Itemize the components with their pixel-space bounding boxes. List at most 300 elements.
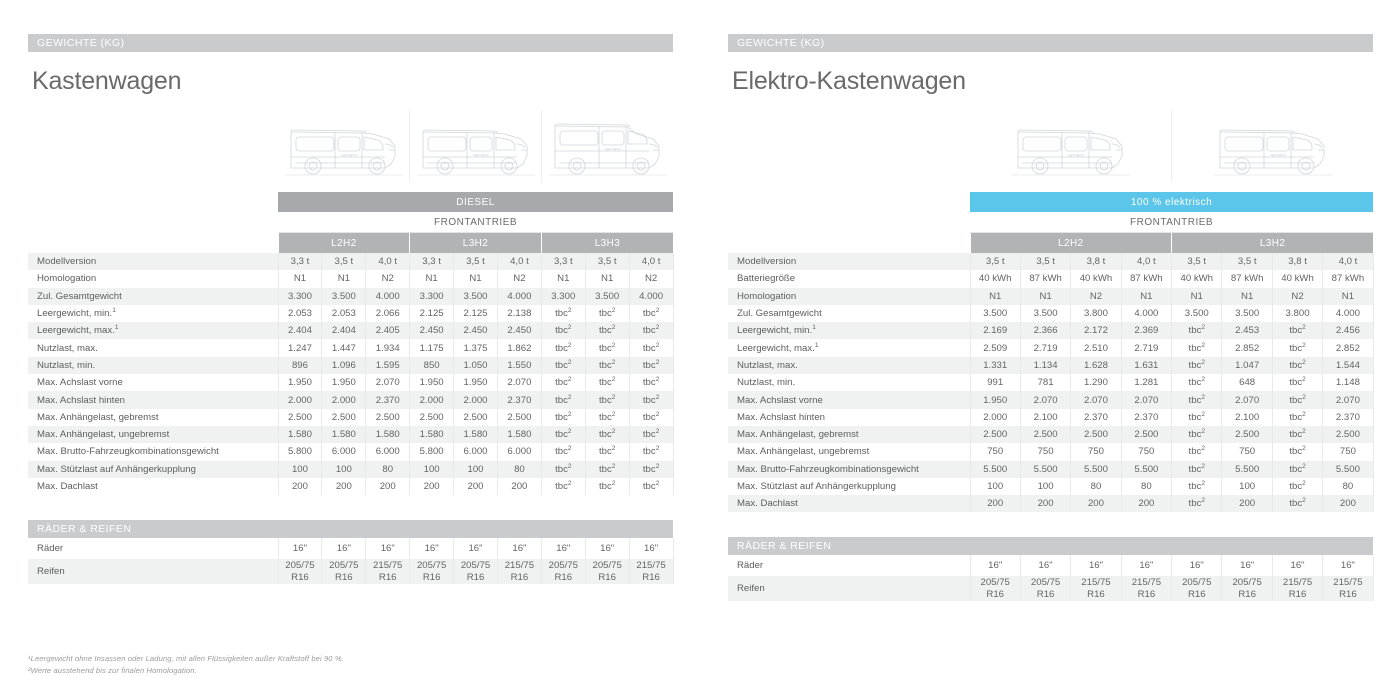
table-cell: 87 kWh <box>1323 270 1373 287</box>
table-cell: 3.800 <box>1071 305 1121 322</box>
table-row <box>728 391 1373 408</box>
table-cell: 2.719 <box>1121 339 1171 356</box>
table-cell: 2.125 <box>410 305 454 322</box>
table-row <box>728 322 1373 339</box>
page-title: Kastenwagen <box>32 67 182 95</box>
table-cell: N1 <box>278 270 322 287</box>
table-cell: tbc$^2$ <box>1272 461 1322 478</box>
table-body <box>728 253 1373 512</box>
footnote-marker: 2 <box>567 358 572 366</box>
table-row <box>28 374 673 391</box>
footnote-marker: 2 <box>1201 376 1205 384</box>
table-cell: tbc$^2$ <box>1272 478 1322 495</box>
table-cell: 2.510 <box>1071 339 1121 356</box>
technology-header: DIESEL <box>278 192 673 212</box>
table-cell: 4,0 t <box>1121 253 1171 270</box>
footnote-marker: 2 <box>611 393 616 401</box>
row-label: Modellversion <box>28 253 278 270</box>
table-cell: tbc$^2$ <box>585 443 629 460</box>
van-side-illustration <box>285 120 403 182</box>
table-row <box>728 461 1373 478</box>
footnote-marker: 2 <box>611 445 616 453</box>
table-cell: 2.500 <box>1323 426 1373 443</box>
table-row <box>728 478 1373 495</box>
table-cell: tbc$^2$ <box>541 409 585 426</box>
table-row <box>728 576 1373 601</box>
table-cell: tbc$^2$ <box>1172 443 1222 460</box>
row-label: Max. Achslast hinten <box>28 391 278 408</box>
table-cell: tbc$^2$ <box>541 374 585 391</box>
table-cell: 1.447 <box>322 339 366 356</box>
footnote-marker: 2 <box>1302 376 1306 384</box>
van-side-illustration <box>549 120 667 182</box>
table-row <box>28 409 673 426</box>
footnote-1: ¹Leergewicht ohne Insassen oder Ladung, mit allen Flüssigkeiten außer Kraftstoff bei 90 %. <box>28 654 344 664</box>
section-banner-wheels: RÄDER & REIFEN <box>28 520 673 538</box>
table-cell: tbc$^2$ <box>541 443 585 460</box>
table-cell: tbc$^2$ <box>585 478 629 495</box>
table-cell: 2.370 <box>1071 409 1121 426</box>
wheels-table <box>728 555 1374 601</box>
header-spacer <box>728 212 970 233</box>
table-cell: 2.070 <box>1121 391 1171 408</box>
table-cell: 2.070 <box>1222 391 1272 408</box>
table-cell: tbc$^2$ <box>541 322 585 339</box>
table-cell: 1.290 <box>1071 374 1121 391</box>
table-cell: 215/75 R16 <box>1323 576 1373 601</box>
table-cell: 1.580 <box>278 426 322 443</box>
table-row <box>728 426 1373 443</box>
table-cell: 100 <box>454 461 498 478</box>
table-cell: 750 <box>1121 443 1171 460</box>
table-cell: 1.580 <box>322 426 366 443</box>
footnote-marker: 2 <box>1201 497 1205 505</box>
table-row <box>28 253 673 270</box>
table-cell: 2.852 <box>1222 339 1272 356</box>
table-cell: 2.370 <box>366 391 410 408</box>
table-cell: tbc$^2$ <box>541 391 585 408</box>
row-label: Zul. Gesamtgewicht <box>728 305 970 322</box>
table-row <box>28 322 673 339</box>
table-cell: 2.500 <box>1222 426 1272 443</box>
footnote-marker: 2 <box>655 445 660 453</box>
table-cell: 2.370 <box>1323 409 1373 426</box>
row-label: Max. Stützlast auf Anhängerkupplung <box>728 478 970 495</box>
table-cell: 215/75 R16 <box>497 559 541 584</box>
table-cell: 80 <box>366 461 410 478</box>
row-label: Reifen <box>28 559 278 584</box>
table-cell: tbc$^2$ <box>585 391 629 408</box>
table-cell: 781 <box>1020 374 1070 391</box>
table-body <box>728 555 1373 601</box>
footnote-2: ²Werte ausstehend bis zur finalen Homologation. <box>28 666 197 676</box>
table-cell: 750 <box>970 443 1020 460</box>
row-label: Leergewicht, min.$^1$ <box>28 305 278 322</box>
table-cell: 2.066 <box>366 305 410 322</box>
table-cell: 1.331 <box>970 357 1020 374</box>
table-cell: 2.169 <box>970 322 1020 339</box>
table-cell: 1.047 <box>1222 357 1272 374</box>
vehicle-illustration-strip <box>970 110 1373 182</box>
footnote-marker: 2 <box>567 324 572 332</box>
table-cell: 3.500 <box>1020 305 1070 322</box>
footnote-marker: 2 <box>611 462 616 470</box>
table-cell: 16" <box>1020 555 1070 576</box>
table-row <box>728 357 1373 374</box>
table-cell: 1.550 <box>497 357 541 374</box>
row-label: Max. Achslast hinten <box>728 409 970 426</box>
footnote-marker: 2 <box>1201 410 1205 418</box>
page-title: Elektro-Kastenwagen <box>732 67 966 95</box>
drivetrain-header: FRONTANTRIEB <box>970 212 1373 233</box>
table-row <box>728 270 1373 287</box>
footnote-marker: 2 <box>611 376 616 384</box>
footnote-marker: 2 <box>655 393 660 401</box>
row-label: Modellversion <box>728 253 970 270</box>
table-cell: tbc$^2$ <box>1172 409 1222 426</box>
footnote-marker: 2 <box>1302 462 1306 470</box>
table-cell: tbc$^2$ <box>1172 478 1222 495</box>
table-cell: 215/75 R16 <box>366 559 410 584</box>
table-cell: tbc$^2$ <box>541 339 585 356</box>
table-cell: tbc$^2$ <box>1172 426 1222 443</box>
table-cell: 3,3 t <box>541 253 585 270</box>
table-cell: 1.934 <box>366 339 410 356</box>
table-cell: 5.500 <box>1121 461 1171 478</box>
table-cell: 200 <box>278 478 322 495</box>
table-cell: 205/75 R16 <box>278 559 322 584</box>
table-cell: tbc$^2$ <box>1172 322 1222 339</box>
table-cell: N1 <box>541 270 585 287</box>
table-row <box>28 478 673 495</box>
footnote-marker: 2 <box>567 410 572 418</box>
table-cell: 16" <box>1323 555 1373 576</box>
table-cell: 200 <box>366 478 410 495</box>
footnote-marker: 2 <box>567 427 572 435</box>
table-cell: 3,8 t <box>1272 253 1322 270</box>
table-cell: tbc$^2$ <box>541 305 585 322</box>
table-cell: 40 kWh <box>1172 270 1222 287</box>
table-cell: 4.000 <box>497 288 541 305</box>
footnote-marker: 2 <box>611 479 616 487</box>
table-cell: 2.100 <box>1222 409 1272 426</box>
table-cell: 4,0 t <box>497 253 541 270</box>
van-illustration-cell <box>1171 110 1373 182</box>
table-row <box>28 305 673 322</box>
table-cell: 100 <box>1020 478 1070 495</box>
table-cell: tbc$^2$ <box>629 443 673 460</box>
table-cell: 1.595 <box>366 357 410 374</box>
footnote-marker: 2 <box>567 306 572 314</box>
panel-elektro-kastenwagen <box>728 0 1373 700</box>
table-cell: 2.405 <box>366 322 410 339</box>
wheels-table-wrapper <box>728 537 1373 601</box>
row-label: Max. Stützlast auf Anhängerkupplung <box>28 461 278 478</box>
table-header <box>28 192 673 253</box>
body-style-header: L3H2 <box>410 233 542 254</box>
row-label: Max. Achslast vorne <box>28 374 278 391</box>
table-cell: 1.580 <box>410 426 454 443</box>
table-cell: 4,0 t <box>366 253 410 270</box>
van-side-illustration <box>1214 120 1332 182</box>
table-cell: tbc$^2$ <box>629 339 673 356</box>
table-cell: 5.500 <box>1071 461 1121 478</box>
table-cell: 3,5 t <box>1020 253 1070 270</box>
footnote-marker: 2 <box>611 410 616 418</box>
table-cell: tbc$^2$ <box>1272 391 1322 408</box>
table-cell: 2.053 <box>322 305 366 322</box>
table-cell: 3,5 t <box>454 253 498 270</box>
table-cell: 80 <box>1121 478 1171 495</box>
row-label: Max. Anhängelast, gebremst <box>728 426 970 443</box>
table-cell: 2.053 <box>278 305 322 322</box>
table-cell: 40 kWh <box>1071 270 1121 287</box>
table-cell: 750 <box>1071 443 1121 460</box>
table-cell: 87 kWh <box>1121 270 1171 287</box>
table-cell: tbc$^2$ <box>541 426 585 443</box>
table-cell: 2.070 <box>1020 391 1070 408</box>
table-cell: tbc$^2$ <box>1172 357 1222 374</box>
table-cell: 200 <box>1071 495 1121 512</box>
table-cell: 3.500 <box>322 288 366 305</box>
table-cell: 1.950 <box>970 391 1020 408</box>
table-cell: 2.852 <box>1323 339 1373 356</box>
table-cell: N2 <box>366 270 410 287</box>
table-cell: 2.070 <box>497 374 541 391</box>
weights-table <box>728 192 1374 512</box>
row-label: Homologation <box>728 288 970 305</box>
table-cell: N1 <box>970 288 1020 305</box>
table-cell: tbc$^2$ <box>541 461 585 478</box>
table-cell: 3,8 t <box>1071 253 1121 270</box>
table-cell: 205/75 R16 <box>1020 576 1070 601</box>
table-cell: 205/75 R16 <box>454 559 498 584</box>
table-cell: 4.000 <box>629 288 673 305</box>
row-label: Max. Dachlast <box>28 478 278 495</box>
footnote-marker: 2 <box>1302 479 1306 487</box>
header-spacer <box>28 212 278 233</box>
table-cell: 2.369 <box>1121 322 1171 339</box>
table-cell: 215/75 R16 <box>1071 576 1121 601</box>
table-cell: 215/75 R16 <box>629 559 673 584</box>
row-label: Max. Brutto-Fahrzeugkombinationsgewicht <box>728 461 970 478</box>
row-label: Reifen <box>728 576 970 601</box>
table-cell: 3.300 <box>410 288 454 305</box>
table-cell: 3.500 <box>1172 305 1222 322</box>
panel-kastenwagen <box>28 0 673 700</box>
table-cell: 16" <box>454 538 498 559</box>
table-cell: 16" <box>629 538 673 559</box>
table-cell: 1.134 <box>1020 357 1070 374</box>
table-cell: 1.580 <box>497 426 541 443</box>
table-cell: 2.000 <box>322 391 366 408</box>
table-row <box>28 270 673 287</box>
table-cell: tbc$^2$ <box>1172 374 1222 391</box>
table-row <box>728 374 1373 391</box>
table-row <box>728 253 1373 270</box>
table-cell: 80 <box>1071 478 1121 495</box>
table-cell: N1 <box>1121 288 1171 305</box>
table-cell: tbc$^2$ <box>1272 322 1322 339</box>
section-banner-weights: GEWICHTE (KG) <box>28 34 673 52</box>
footnote-marker: 2 <box>655 324 660 332</box>
table-cell: N2 <box>1272 288 1322 305</box>
footnotes <box>28 653 344 677</box>
table-cell: 200 <box>1323 495 1373 512</box>
table-cell: 2.456 <box>1323 322 1373 339</box>
table-cell: N1 <box>1020 288 1070 305</box>
table-cell: 1.580 <box>454 426 498 443</box>
table-cell: 750 <box>1020 443 1070 460</box>
footnote-marker: 2 <box>1302 341 1306 349</box>
table-cell: 648 <box>1222 374 1272 391</box>
row-label: Nutzlast, max. <box>728 357 970 374</box>
footnote-marker: 2 <box>567 479 572 487</box>
footnote-marker: 1 <box>114 324 119 332</box>
row-label: Zul. Gesamtgewicht <box>28 288 278 305</box>
table-cell: 205/75 R16 <box>1172 576 1222 601</box>
table-cell: 16" <box>1071 555 1121 576</box>
table-body <box>28 538 673 584</box>
table-cell: tbc$^2$ <box>629 461 673 478</box>
table-row <box>728 288 1373 305</box>
table-cell: tbc$^2$ <box>1272 409 1322 426</box>
table-cell: N2 <box>497 270 541 287</box>
footnote-marker: 2 <box>1302 445 1306 453</box>
table-cell: 200 <box>322 478 366 495</box>
table-cell: 16" <box>1121 555 1171 576</box>
table-cell: 2.125 <box>454 305 498 322</box>
table-cell: tbc$^2$ <box>1272 339 1322 356</box>
table-cell: tbc$^2$ <box>585 409 629 426</box>
footnote-marker: 2 <box>1302 497 1306 505</box>
table-cell: 6.000 <box>497 443 541 460</box>
van-side-illustration <box>1012 120 1130 182</box>
footnote-marker: 2 <box>611 427 616 435</box>
table-cell: 3,5 t <box>585 253 629 270</box>
section-banner-weights: GEWICHTE (KG) <box>728 34 1373 52</box>
table-cell: 205/75 R16 <box>585 559 629 584</box>
table-cell: 2.500 <box>366 409 410 426</box>
table-cell: N1 <box>410 270 454 287</box>
body-style-header: L3H2 <box>1172 233 1374 254</box>
row-label: Leergewicht, max.$^1$ <box>728 339 970 356</box>
table-cell: 2.172 <box>1071 322 1121 339</box>
footnote-marker: 2 <box>567 341 572 349</box>
table-cell: 4.000 <box>366 288 410 305</box>
table-cell: 2.366 <box>1020 322 1070 339</box>
table-row <box>28 391 673 408</box>
footnote-marker: 2 <box>655 410 660 418</box>
table-cell: 2.453 <box>1222 322 1272 339</box>
table-cell: 5.500 <box>1020 461 1070 478</box>
table-cell: 3,5 t <box>322 253 366 270</box>
van-side-illustration <box>417 120 535 182</box>
row-label: Max. Anhängelast, gebremst <box>28 409 278 426</box>
table-cell: 6.000 <box>322 443 366 460</box>
table-row <box>728 443 1373 460</box>
footnote-marker: 2 <box>611 358 616 366</box>
table-cell: N1 <box>585 270 629 287</box>
table-cell: 2.500 <box>970 426 1020 443</box>
table-cell: 200 <box>970 495 1020 512</box>
table-cell: tbc$^2$ <box>541 357 585 374</box>
table-cell: 3.500 <box>585 288 629 305</box>
table-cell: 1.950 <box>278 374 322 391</box>
row-label: Max. Anhängelast, ungebremst <box>728 443 970 460</box>
table-row <box>28 339 673 356</box>
footnote-marker: 1 <box>812 324 816 332</box>
table-cell: 2.719 <box>1020 339 1070 356</box>
table-cell: 1.544 <box>1323 357 1373 374</box>
table-cell: 2.370 <box>497 391 541 408</box>
table-cell: 200 <box>410 478 454 495</box>
table-cell: 896 <box>278 357 322 374</box>
table-cell: 5.800 <box>410 443 454 460</box>
footnote-marker: 2 <box>655 427 660 435</box>
table-cell: tbc$^2$ <box>585 305 629 322</box>
footnote-marker: 1 <box>112 306 116 314</box>
table-cell: 2.370 <box>1121 409 1171 426</box>
table-cell: 6.000 <box>454 443 498 460</box>
footnote-marker: 2 <box>1302 358 1306 366</box>
table-cell: 1.628 <box>1071 357 1121 374</box>
footnote-marker: 2 <box>655 479 660 487</box>
table-row <box>728 495 1373 512</box>
footnote-marker: 2 <box>655 462 660 470</box>
table-cell: 5.800 <box>278 443 322 460</box>
table-cell: tbc$^2$ <box>1272 374 1322 391</box>
footnote-marker: 2 <box>1201 462 1205 470</box>
table-cell: tbc$^2$ <box>629 426 673 443</box>
table-cell: 16" <box>410 538 454 559</box>
table-cell: 2.404 <box>278 322 322 339</box>
table-cell: 100 <box>322 461 366 478</box>
table-cell: tbc$^2$ <box>541 478 585 495</box>
table-cell: 200 <box>1222 495 1272 512</box>
footnote-marker: 2 <box>1302 393 1306 401</box>
table-cell: 2.100 <box>1020 409 1070 426</box>
footnote-marker: 2 <box>655 306 660 314</box>
table-cell: 1.050 <box>454 357 498 374</box>
row-label: Max. Anhängelast, ungebremst <box>28 426 278 443</box>
table-cell: tbc$^2$ <box>585 357 629 374</box>
table-cell: 1.950 <box>454 374 498 391</box>
table-cell: 16" <box>322 538 366 559</box>
table-cell: 205/75 R16 <box>322 559 366 584</box>
row-label: Nutzlast, min. <box>28 357 278 374</box>
footnote-marker: 2 <box>567 376 572 384</box>
footnote-marker: 2 <box>1302 410 1306 418</box>
footnote-marker: 2 <box>1201 324 1205 332</box>
table-cell: 2.509 <box>970 339 1020 356</box>
row-label: Homologation <box>28 270 278 287</box>
table-cell: 5.500 <box>1222 461 1272 478</box>
table-cell: tbc$^2$ <box>1272 495 1322 512</box>
table-cell: tbc$^2$ <box>629 409 673 426</box>
table-cell: 2.404 <box>322 322 366 339</box>
table-cell: tbc$^2$ <box>585 339 629 356</box>
row-label: Max. Dachlast <box>728 495 970 512</box>
footnote-marker: 2 <box>655 376 660 384</box>
table-cell: 1.247 <box>278 339 322 356</box>
table-cell: 2.070 <box>1323 391 1373 408</box>
table-cell: 1.375 <box>454 339 498 356</box>
table-cell: 3.500 <box>1222 305 1272 322</box>
footnote-marker: 2 <box>1201 427 1205 435</box>
table-row <box>28 559 673 584</box>
body-style-header: L2H2 <box>278 233 410 254</box>
